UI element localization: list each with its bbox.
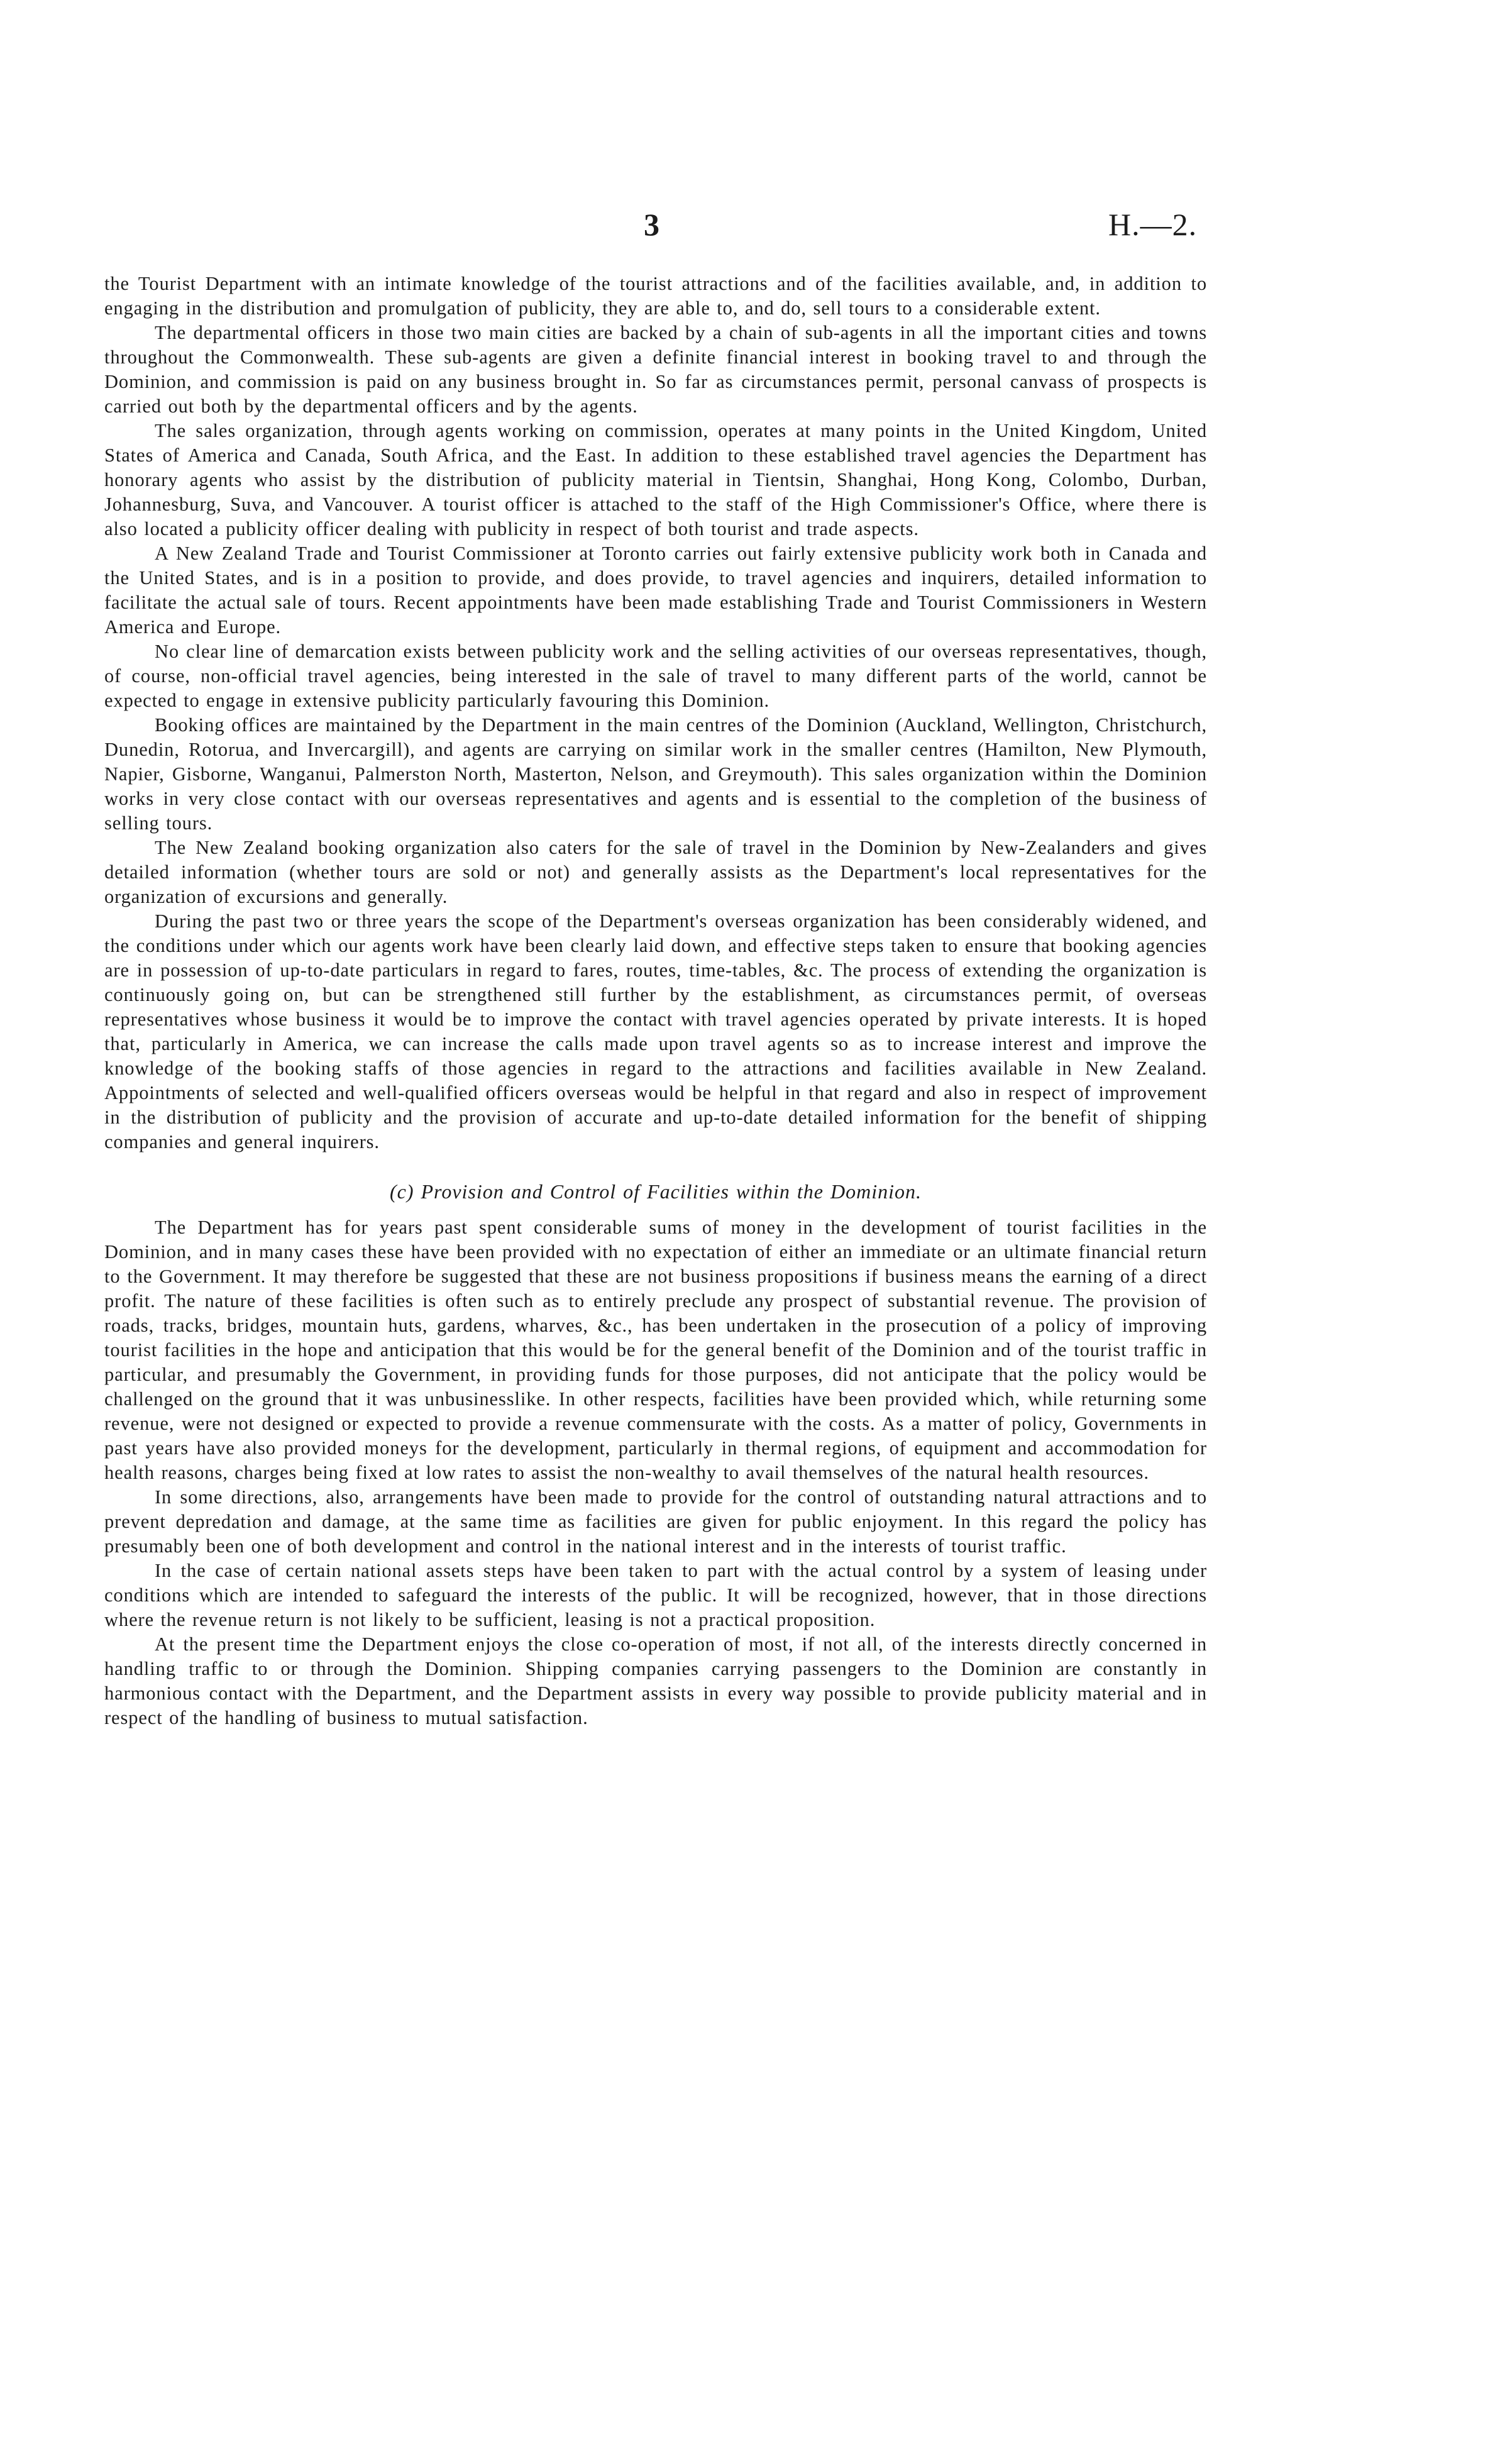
paragraph: The Department has for years past spent considerable sums of money in the development of tourist facilities in the Dominion, and in many cases these have been provided with no expectation of either an immediate or an ultimate financial return to the Government. It may therefore be suggested that these are not business propositions if business means the earning of a direct profit. The nature of these facilities is often such as to entirely preclude any prospect of substantial revenue. The provision of roads, tracks, bridges, mountain huts, gardens, wharves, &c., has been undertaken in the prosecution of a policy of improving tourist facilities in the hope and anticipation that this would be for the general benefit of the Dominion and of the tourist traffic in particular, and presumably the Government, in providing funds for those purposes, did not anticipate that the policy would be challenged on the ground that it was unbusinesslike. In other respects, facilities have been provided which, while returning some revenue, were not designed or expected to provide a revenue commensurate with the costs. As a matter of policy, Governments in past years have also provided moneys for the development, particularly in thermal regions, of equipment and accommodation for health reasons, charges being fixed at low rates to assist the non-wealthy to avail themselves of the natural health resources.: [104, 1217, 1207, 1483]
paragraph: The New Zealand booking organization also caters for the sale of travel in the Dominion by New-Zealanders and gives detailed information (whether tours are sold or not) and generally assists as the Department's local representatives for the organization of excursions and generally.: [104, 837, 1207, 907]
paragraph: No clear line of demarcation exists between publicity work and the selling activities of our overseas representatives, though, of course, non-official travel agencies, being interested in the sale of travel to many different parts of the world, cannot be expected to engage in extensive publicity particularly favouring this Dominion.: [104, 641, 1207, 711]
paragraph: The departmental officers in those two main cities are backed by a chain of sub-agents in all the important cities and towns throughout the Commonwealth. These sub-agents are given a definite financial interest in booking travel to and through the Dominion, and commission is paid on any business brought in. So far as circumstances permit, personal canvass of prospects is carried out both by the departmental officers and by the agents.: [104, 322, 1207, 417]
page-number: 3: [644, 207, 659, 242]
paragraph: A New Zealand Trade and Tourist Commissioner at Toronto carries out fairly extensive publicity work both in Canada and the United States, and is in a position to provide, and does provide, to travel agencies and inquirers, detailed information to facilitate the actual sale of tours. Recent appointments have been made establishing Trade and Tourist Commissioners in Western America and Europe.: [104, 543, 1207, 638]
paragraph: the Tourist Department with an intimate knowledge of the tourist attractions and of the facilities available, and, in addition to engaging in the distribution and promulgation of publicity, they are able to, and do, sell tours to a considerable extent.: [104, 273, 1207, 319]
document-reference: H.—2.: [1108, 207, 1198, 242]
section-heading: (c) Provision and Control of Facilities within the Dominion.: [389, 1180, 922, 1203]
paragraph: During the past two or three years the scope of the Department's overseas organization has been considerably widened, and the conditions under which our agents work have been clearly laid down, and effective steps taken to ensure that booking agencies are in possession of up-to-date particulars in regard to fares, routes, time-tables, &c. The process of extending the organization is continuously going on, but can be strengthened still further by the establishment, as circumstances permit, of overseas representatives whose business it would be to improve the contact with travel agencies operated by private interests. It is hoped that, particularly in America, we can increase the calls made upon travel agents so as to increase interest and improve the knowledge of the booking staffs of those agencies in regard to the attractions and facilities available in New Zealand. Appointments of selected and well-qualified officers overseas would be helpful in that regard and also in respect of improvement in the distribution of publicity and the provision of accurate and up-to-date detailed information for the benefit of shipping companies and general inquirers.: [104, 910, 1207, 1152]
paragraph: In some directions, also, arrangements have been made to provide for the control of outstanding natural attractions and to prevent depredation and damage, at the same time as facilities are given for public enjoyment. In this regard the policy has presumably been one of both development and control in the national interest and in the interests of tourist traffic.: [104, 1486, 1207, 1557]
paragraph: The sales organization, through agents working on commission, operates at many points in the United Kingdom, United States of America and Canada, South Africa, and the East. In addition to these established travel agencies the Department has honorary agents who assist by the distribution of publicity material in Tientsin, Shanghai, Hong Kong, Colombo, Durban, Johannesburg, Suva, and Vancouver. A tourist officer is attached to the staff of the High Commissioner's Office, where there is also located a publicity officer dealing with publicity in respect of both tourist and trade aspects.: [104, 420, 1207, 539]
paragraph: In the case of certain national assets steps have been taken to part with the actual control by a system of leasing under conditions which are intended to safeguard the interests of the public. It will be recognized, however, that in those directions where the revenue return is not likely to be sufficient, leasing is not a practical proposition.: [104, 1560, 1207, 1630]
paragraph: Booking offices are maintained by the Department in the main centres of the Dominion (Auckland, Wellington, Christchurch, Dunedin, Rotorua, and Invercargill), and agents are carrying on similar work in the smaller centres (Hamilton, New Plymouth, Napier, Gisborne, Wanganui, Palmerston North, Masterton, Nelson, and Greymouth). This sales organization within the Dominion works in very close contact with our overseas representatives and agents and is essential to the completion of the business of selling tours.: [104, 714, 1207, 834]
document-body: [104, 272, 1207, 1730]
paragraph: At the present time the Department enjoys the close co-operation of most, if not all, of the interests directly concerned in handling traffic to or through the Dominion. Shipping companies carrying passengers to the Dominion are constantly in harmonious contact with the Department, and the Department assists in every way possible to provide publicity material and in respect of the handling of business to mutual satisfaction.: [104, 1633, 1207, 1728]
